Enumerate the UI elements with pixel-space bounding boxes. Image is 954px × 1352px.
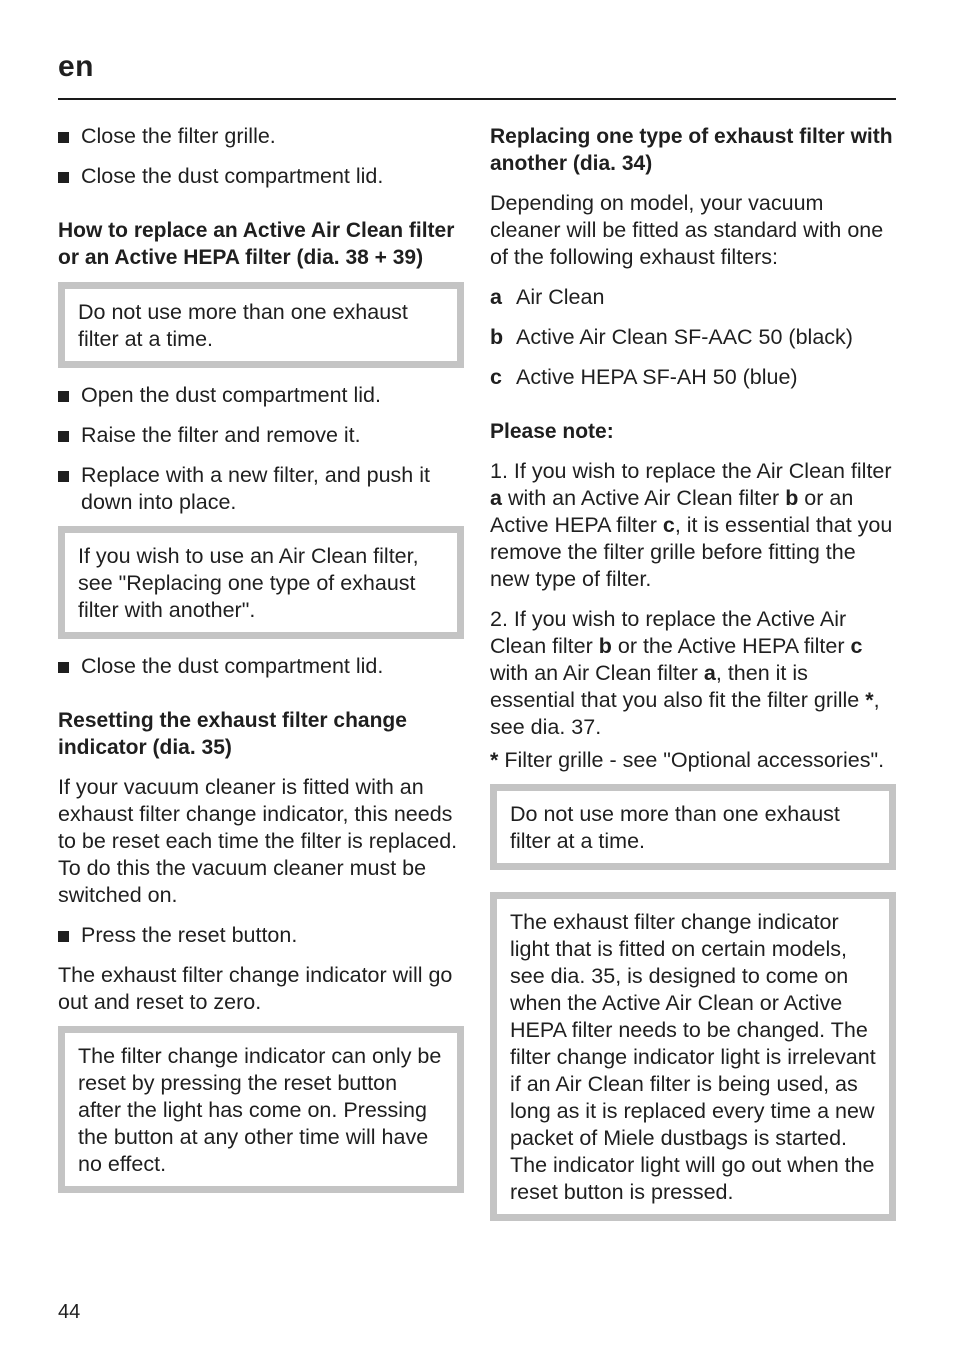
note-box: Do not use more than one exhaust filter at a time. [58,282,464,368]
header-rule [58,98,896,100]
left-column [58,123,464,1193]
bullet-item: Replace with a new filter, and push it down into place. [58,462,464,516]
bullet-item: Press the reset button. [58,922,464,949]
note-paragraph-1: 1. If you wish to replace the Air Clean filter a with an Active Air Clean filter b or an Active HEPA filter c, it is essential that you remove the filter grille before fitting the new type of filter. [490,459,893,591]
square-bullet-icon [58,662,69,673]
paragraph: Depending on model, your vacuum cleaner will be fitted as standard with one of the following exhaust filters: [490,191,884,269]
square-bullet-icon [58,471,69,482]
language-label: en [58,50,95,83]
filter-option-c: c Active HEPA SF-AH 50 (blue) [490,365,798,389]
square-bullet-icon [58,132,69,143]
note-paragraph-2: 2. If you wish to replace the Active Air Clean filter b or the Active HEPA filter c with an Air Clean filter a, then it is essential that you also fit the filter grille *, see dia. 37. [490,607,880,739]
page-number: 44 [58,1301,81,1323]
square-bullet-icon [58,391,69,402]
right-column [490,123,896,1221]
section-heading-replace: How to replace an Active Air Clean filter or an Active HEPA filter (dia. 38 + 39) [58,219,455,269]
bullet-item: Close the filter grille. [58,123,464,150]
section-heading-replacing-type: Replacing one type of exhaust filter with another (dia. 34) [490,125,893,175]
bullet-item: Close the dust compartment lid. [58,163,464,190]
footnote: * Filter grille - see "Optional accessories". [490,748,885,772]
square-bullet-icon [58,172,69,183]
note-box: Do not use more than one exhaust filter at a time. [490,784,896,870]
note-box: The filter change indicator can only be reset by pressing the reset button after the light has come on. Pressing the button at any other time will have no effect. [58,1026,464,1193]
paragraph: If your vacuum cleaner is fitted with an exhaust filter change indicator, this needs to be reset each time the filter is replaced. To do this the vacuum cleaner must be switched on. [58,775,458,907]
note-box: If you wish to use an Air Clean filter, see "Replacing one type of exhaust filter with another". [58,526,464,639]
section-heading-reset: Resetting the exhaust filter change indicator (dia. 35) [58,709,407,759]
bullet-item: Raise the filter and remove it. [58,422,464,449]
filter-option-b: b Active Air Clean SF-AAC 50 (black) [490,325,853,349]
bullet-item: Close the dust compartment lid. [58,653,464,680]
note-box: The exhaust filter change indicator light that is fitted on certain models, see dia. 35, is designed to come on when the Active Air Clean or Active HEPA filter needs to be changed. The filter change indicator light is irrelevant if an Air Clean filter is being used, as long as it is replaced every time a new packet of Miele dustbags is started. The indicator light will go out when the reset button is pressed. [490,892,896,1221]
square-bullet-icon [58,931,69,942]
square-bullet-icon [58,431,69,442]
please-note-heading: Please note: [490,420,614,443]
filter-option-a: a Air Clean [490,285,605,309]
bullet-item: Open the dust compartment lid. [58,382,464,409]
paragraph: The exhaust filter change indicator will go out and reset to zero. [58,963,453,1014]
